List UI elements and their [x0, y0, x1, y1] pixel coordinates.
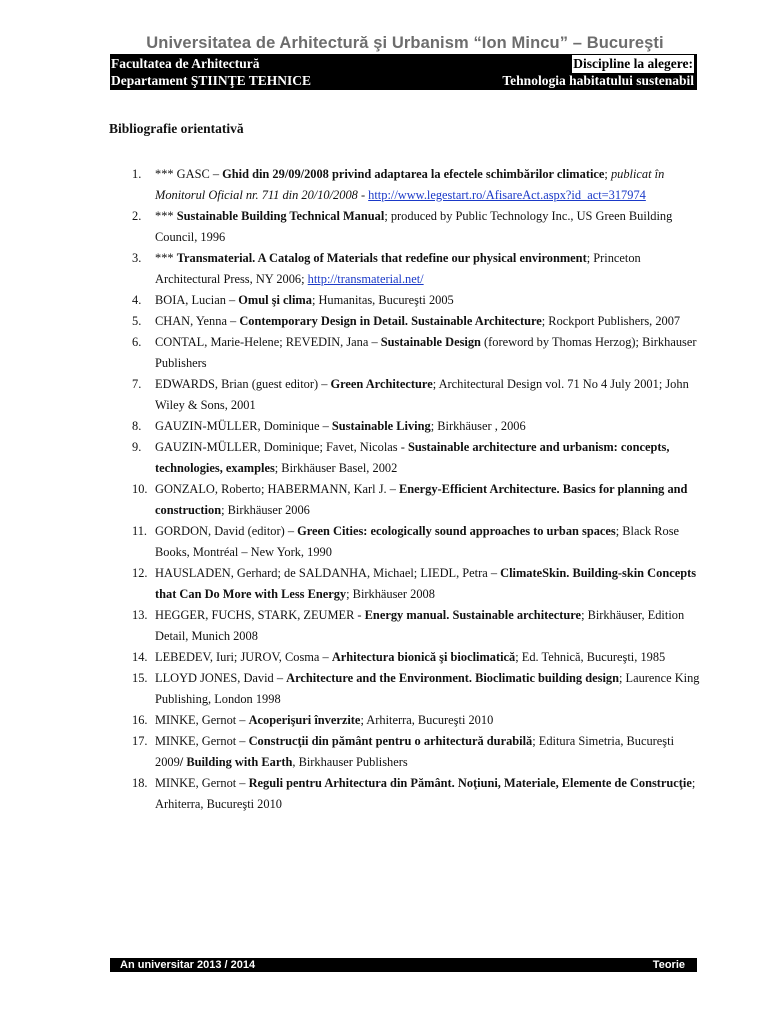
entry-number: 3. — [132, 251, 142, 265]
entry-segment: MINKE, Gernot – — [155, 734, 249, 748]
header-row-2 — [110, 72, 697, 90]
entry-segment: *** GASC – — [155, 167, 223, 181]
entry-number: 5. — [132, 314, 142, 328]
entry-title: Green Architecture — [330, 377, 433, 391]
bibliography-entry — [115, 248, 705, 290]
entry-title: Sustainable Living — [331, 419, 431, 433]
entry-segment: ; produced by Public Technology Inc., US Green Building Council, 1996 — [155, 209, 673, 244]
entry-title: Construcţii din pământ pentru o arhitectură durabilă — [248, 734, 533, 748]
entry-segment: MINKE, Gernot – — [155, 776, 249, 790]
bibliography-entry — [115, 521, 705, 563]
bibliography-entry — [115, 647, 705, 668]
entry-title: Contemporary Design in Detail. Sustainable Architecture — [239, 314, 542, 328]
entry-segment: GAUZIN-MÜLLER, Dominique; Favet, Nicolas - — [155, 440, 408, 454]
entry-segment: ; Birkhäuser Basel, 2002 — [274, 461, 398, 475]
entry-text — [155, 251, 641, 286]
entry-text — [155, 209, 672, 244]
bibliography-entry — [115, 605, 705, 647]
entry-text — [155, 335, 696, 370]
entry-segment: ; Architectural Design vol. 71 No 4 July 2001; John Wiley & Sons, 2001 — [155, 377, 689, 412]
entry-number: 7. — [132, 377, 142, 391]
entry-segment: *** — [155, 209, 177, 223]
entry-title: Energy-Efficient Architecture. Basics for planning and construction — [155, 482, 688, 517]
entry-number: 9. — [132, 440, 142, 454]
bibliography-entry — [115, 374, 705, 416]
entry-segment: HAUSLADEN, Gerhard; de SALDANHA, Michael; LIEDL, Petra – — [155, 566, 501, 580]
department-name: Departament ŞTIINŢE TEHNICE — [111, 73, 312, 88]
entry-title: Architecture and the Environment. Bioclimatic building design — [286, 671, 619, 685]
course-type: Teorie — [652, 959, 685, 971]
course-name: Tehnologia habitatului sustenabil — [502, 73, 694, 88]
bibliography-entry — [115, 164, 705, 206]
entry-segment: ; — [604, 167, 611, 181]
entry-segment: LEBEDEV, Iuri; JUROV, Cosma – — [155, 650, 332, 664]
entry-text — [155, 524, 679, 559]
entry-title: Ghid din 29/09/2008 privind adaptarea la efectele schimbărilor climatice — [222, 167, 605, 181]
bibliography-entry — [115, 668, 705, 710]
entry-text — [155, 377, 689, 412]
entry-number: 17. — [132, 734, 148, 748]
entry-segment: ; Birkhäuser , 2006 — [430, 419, 526, 433]
entry-segment: HEGGER, FUCHS, STARK, ZEUMER - — [155, 608, 365, 622]
footer-bar — [110, 958, 697, 972]
entry-segment: ; Laurence King Publishing, London 1998 — [155, 671, 700, 706]
discipline-label: Discipline la alegere: — [573, 56, 693, 71]
entry-title: Acoperişuri înverzite — [248, 713, 361, 727]
entry-text — [155, 419, 526, 433]
entry-title: Omul şi clima — [238, 293, 312, 307]
entry-segment: GAUZIN-MÜLLER, Dominique – — [155, 419, 332, 433]
entry-number: 11. — [132, 524, 148, 538]
entry-title: Reguli pentru Arhitectura din Pământ. Noţiuni, Materiale, Elemente de Construcţie — [248, 776, 692, 790]
entry-number: 10. — [132, 482, 148, 496]
entry-title: Sustainable Building Technical Manual — [176, 209, 385, 223]
bibliography-entry — [115, 332, 705, 374]
entry-segment: MINKE, Gernot – — [155, 713, 249, 727]
bibliography-entry — [115, 311, 705, 332]
entry-segment: GONZALO, Roberto; HABERMANN, Karl J. – — [155, 482, 400, 496]
entry-note: publicat în Monitorul Oficial nr. 711 din 20/10/2008 — [155, 167, 665, 202]
entry-segment: BOIA, Lucian – — [155, 293, 239, 307]
entry-title: ClimateSkin. Building-skin Concepts that Can Do More with Less Energy — [155, 566, 697, 601]
entry-text — [155, 440, 669, 475]
entry-segment: - — [357, 188, 369, 202]
entry-segment: ; Ed. Tehnică, Bucureşti, 1985 — [515, 650, 666, 664]
entry-segment: ; Arhiterra, Bucureşti 2010 — [360, 713, 494, 727]
bibliography-entry — [115, 437, 705, 479]
entry-link[interactable]: http://www.legestart.ro/AfisareAct.aspx?id_act=317974 — [368, 188, 646, 202]
bibliography-entry — [115, 290, 705, 311]
university-title: Universitatea de Arhitectură şi Urbanism “Ion Mincu” – Bucureşti — [146, 34, 664, 52]
entry-title: Sustainable Design — [380, 335, 481, 349]
header-row-1 — [110, 55, 697, 73]
entry-segment: ; Birkhäuser 2008 — [346, 587, 435, 601]
bibliography-entry — [115, 773, 705, 815]
entry-segment: GORDON, David (editor) – — [155, 524, 298, 538]
entry-text — [155, 671, 700, 706]
bibliography-entry — [115, 731, 705, 773]
entry-title: Arhitectura bionică şi bioclimatică — [331, 650, 516, 664]
bibliography-entry — [115, 563, 705, 605]
entry-segment: ; Editura Simetria, Bucureşti 2009 — [155, 734, 675, 769]
entry-number: 4. — [132, 293, 142, 307]
bibliography-title: Bibliografie orientativă — [109, 121, 244, 136]
entry-number: 16. — [132, 713, 148, 727]
entry-segment: EDWARDS, Brian (guest editor) – — [155, 377, 331, 391]
entry-number: 12. — [132, 566, 148, 580]
entry-text — [155, 314, 680, 328]
entry-number: 8. — [132, 419, 142, 433]
entry-segment: ; Birkhäuser 2006 — [221, 503, 310, 517]
entry-number: 13. — [132, 608, 148, 622]
entry-segment: ; Arhiterra, Bucureşti 2010 — [155, 776, 696, 811]
entry-segment: CHAN, Yenna – — [155, 314, 240, 328]
bibliography-entry — [115, 416, 705, 437]
entry-text — [155, 482, 687, 517]
entry-segment: , Birkhauser Publishers — [292, 755, 408, 769]
entry-segment: ; Humanitas, Bucureşti 2005 — [311, 293, 454, 307]
entry-title: Energy manual. Sustainable architecture — [364, 608, 582, 622]
entry-text — [155, 566, 696, 601]
entry-segment: ; Rockport Publishers, 2007 — [541, 314, 681, 328]
faculty-name: Facultatea de Arhitectură — [111, 56, 260, 71]
entry-number: 14. — [132, 650, 148, 664]
entry-segment: (foreword by Thomas Herzog); Birkhauser Publishers — [155, 335, 697, 370]
bibliography-entry — [115, 206, 705, 248]
entry-number: 18. — [132, 776, 148, 790]
entry-number: 6. — [132, 335, 142, 349]
academic-year: An universitar 2013 / 2014 — [120, 959, 256, 971]
entry-text — [155, 650, 665, 664]
entry-segment: CONTAL, Marie-Helene; REVEDIN, Jana – — [155, 335, 381, 349]
bibliography-entry — [115, 479, 705, 521]
entry-number: 15. — [132, 671, 148, 685]
bibliography-list — [115, 164, 705, 815]
entry-text — [155, 713, 493, 727]
entry-segment: ; Black Rose Books, Montréal – New York, 1990 — [155, 524, 680, 559]
entry-number: 1. — [132, 167, 142, 181]
entry-text — [155, 608, 684, 643]
entry-text — [155, 776, 695, 811]
entry-text — [155, 293, 454, 307]
entry-title: Sustainable architecture and urbanism: concepts, technologies, examples — [155, 440, 670, 475]
entry-text — [155, 167, 664, 202]
header-bar — [110, 54, 697, 90]
entry-segment: ; Princeton Architectural Press, NY 2006; — [155, 251, 641, 286]
entry-link[interactable]: http://transmaterial.net/ — [307, 272, 424, 286]
entry-title: / Building with Earth — [179, 755, 293, 769]
entry-segment: ; Birkhäuser, Edition Detail, Munich 2008 — [155, 608, 685, 643]
entry-segment: *** — [155, 251, 177, 265]
bibliography-entry — [115, 710, 705, 731]
entry-segment: LLOYD JONES, David – — [155, 671, 287, 685]
entry-number: 2. — [132, 209, 142, 223]
entry-title: Transmaterial. A Catalog of Materials that redefine our physical environment — [176, 251, 587, 265]
entry-text — [155, 734, 674, 769]
entry-title: Green Cities: ecologically sound approaches to urban spaces — [297, 524, 616, 538]
